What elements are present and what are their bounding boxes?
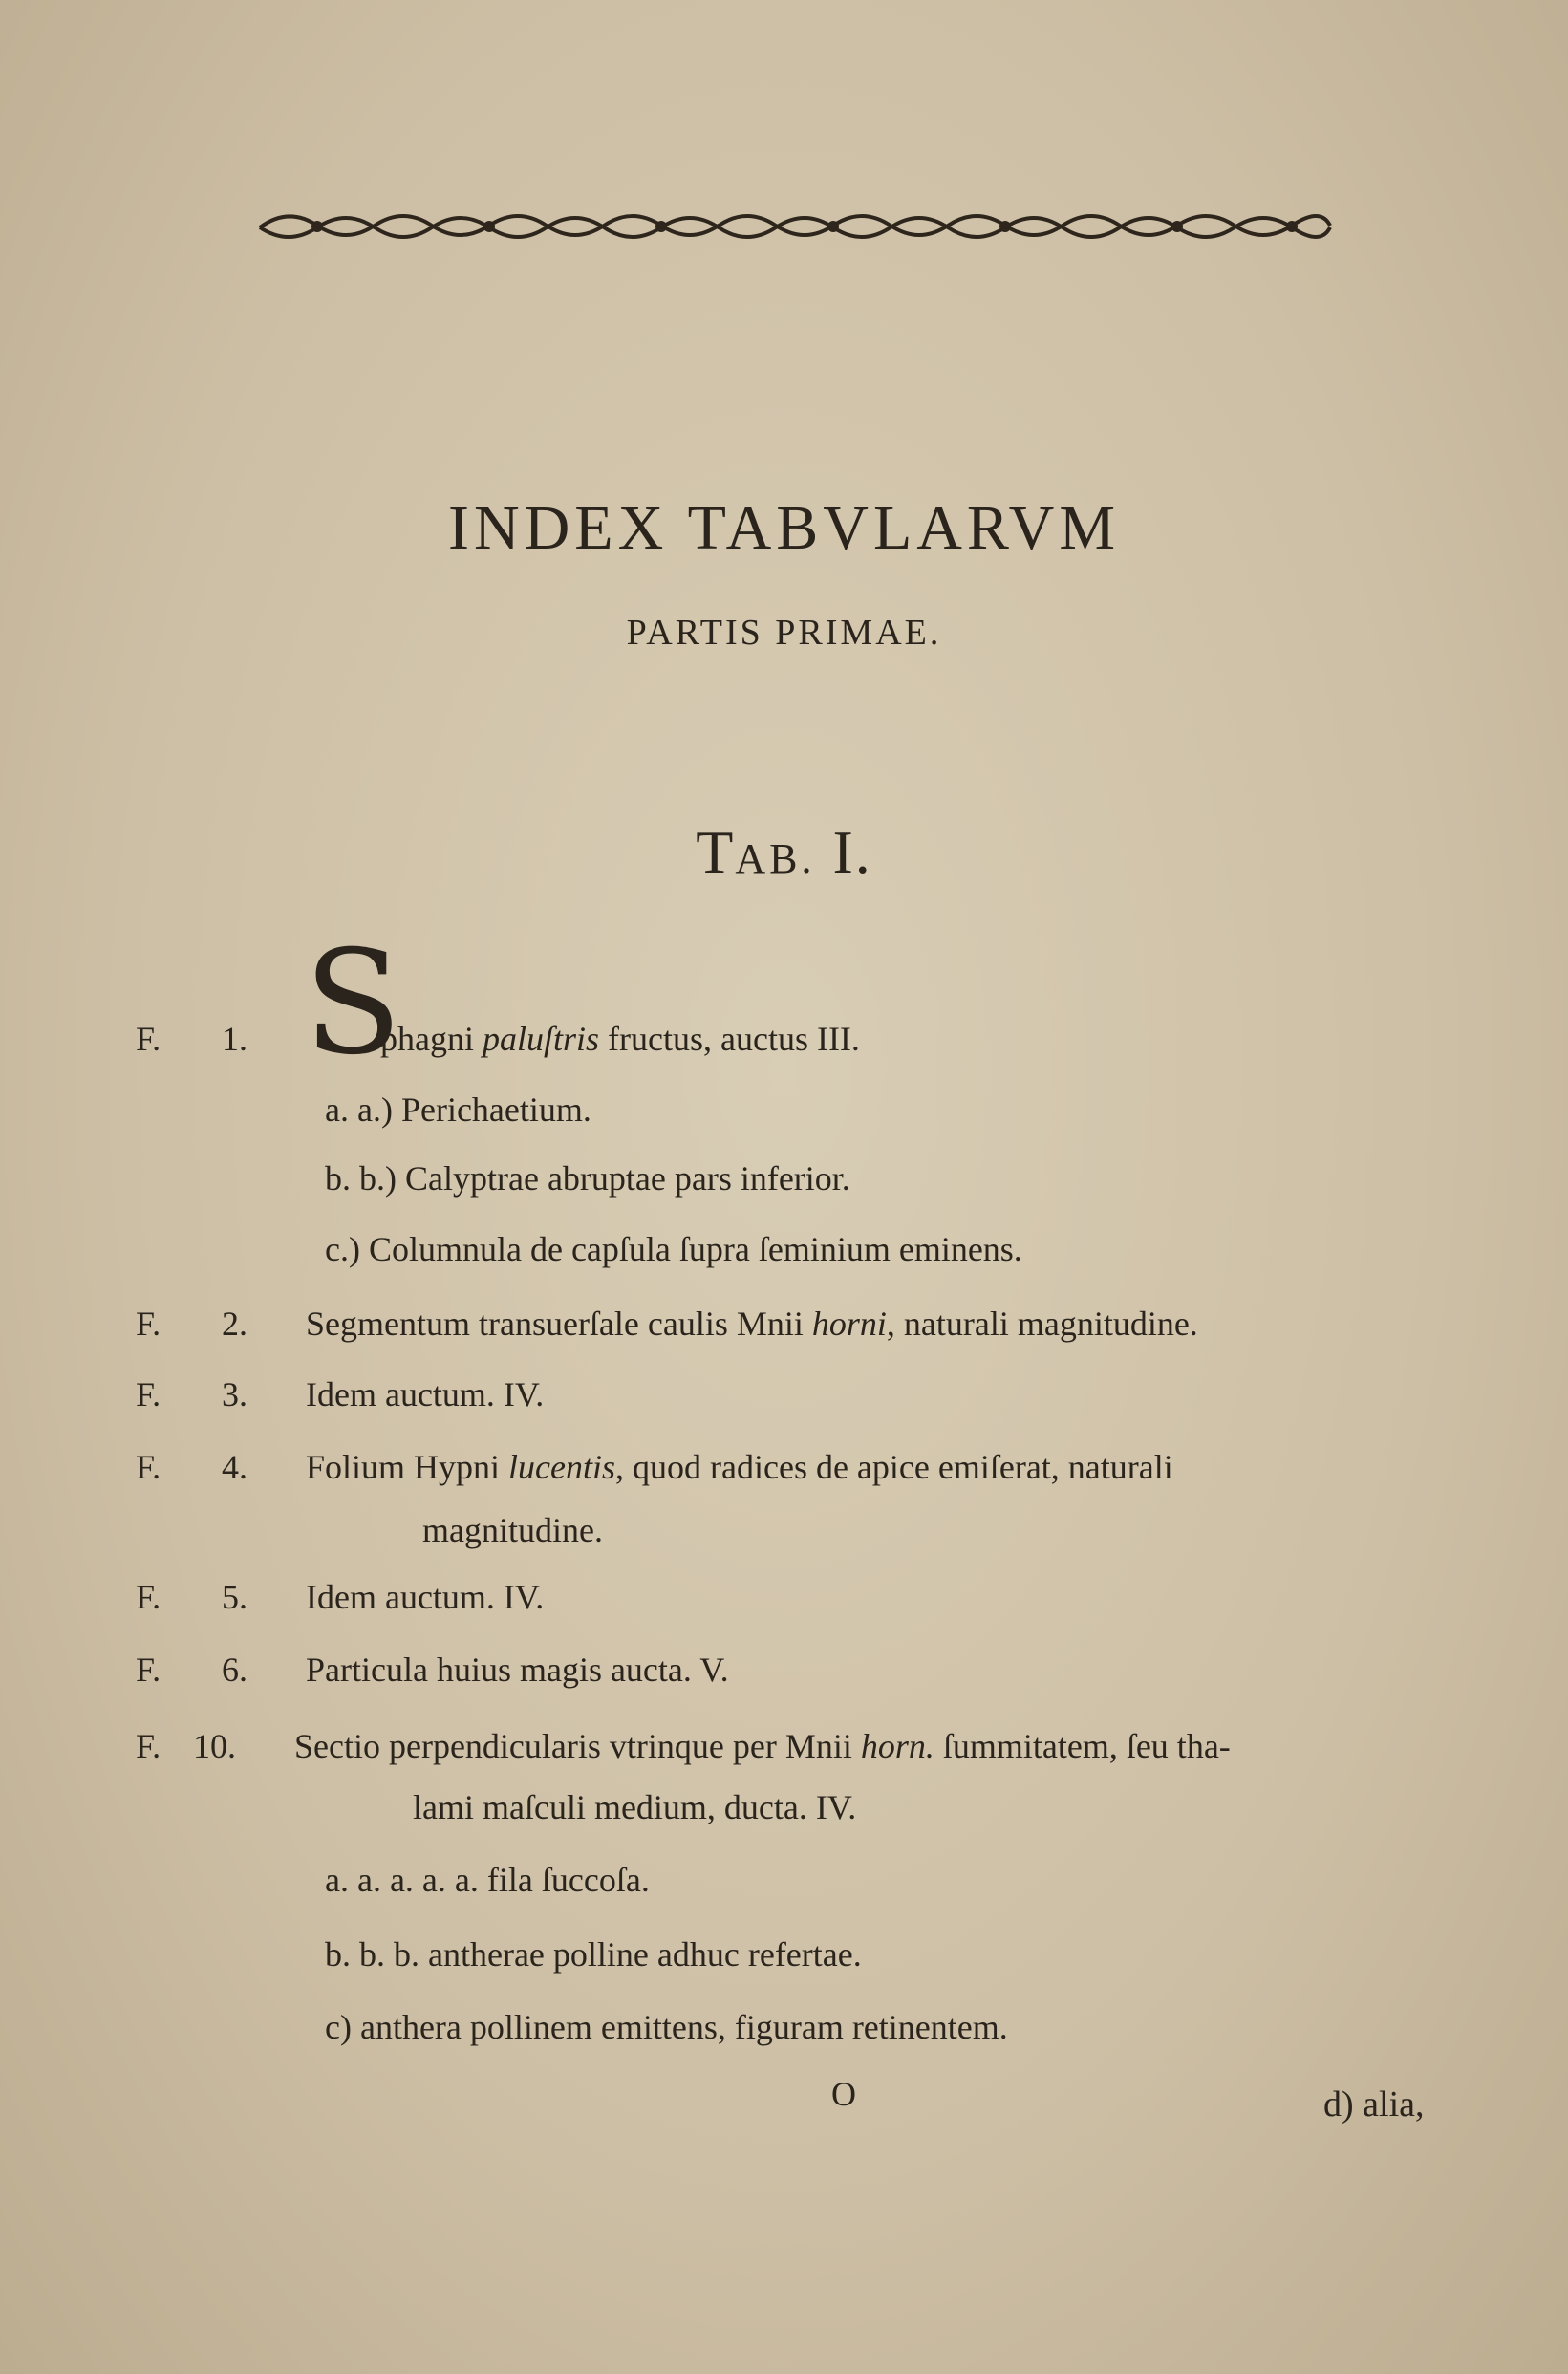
fig-number: 5.: [222, 1578, 247, 1616]
catchword: d) alia,: [1323, 2084, 1425, 2125]
entry-text: Segmentum transuerſale caulis Mnii horni, naturali magnitudine.: [306, 1305, 1198, 1343]
entry-text: Idem auctum. IV.: [306, 1375, 545, 1414]
fig-label: F.: [136, 1020, 161, 1058]
fig-number: 10.: [193, 1727, 236, 1765]
page-subtitle: PARTIS PRIMAE.: [626, 613, 942, 653]
sub-entry: c) anthera pollinem emittens, figuram retinentem.: [325, 2008, 1008, 2046]
fig-label: F.: [136, 1305, 161, 1343]
fig-number: 4.: [222, 1448, 247, 1486]
entry-continuation: magnitudine.: [422, 1511, 603, 1549]
fig-label: F.: [136, 1727, 161, 1765]
fig-number: 6.: [222, 1651, 247, 1689]
drop-cap: S: [304, 920, 402, 1087]
fig-label: F.: [136, 1375, 161, 1414]
entry-text: Folium Hypni lucentis, quod radices de apice emiſerat, naturali: [306, 1448, 1173, 1486]
sub-entry: a. a. a. a. a. fila ſuccoſa.: [325, 1861, 650, 1899]
fig-number: 2.: [222, 1305, 247, 1343]
plate-heading-initial: T: [696, 818, 736, 886]
fig-label: F.: [136, 1448, 161, 1486]
entry-text: phagni paluſtris fructus, auctus III.: [380, 1020, 860, 1058]
sub-entry: b. b.) Calyptrae abruptae pars inferior.: [325, 1159, 850, 1198]
entry-text: Particula huius magis aucta. V.: [306, 1651, 729, 1689]
ornament-border: [250, 197, 1340, 254]
page-title: INDEX TABVLARVM: [447, 493, 1121, 563]
sub-entry: c.) Columnula de capſula ſupra ſeminium eminens.: [325, 1230, 1022, 1268]
fig-label: F.: [136, 1578, 161, 1616]
plate-heading-numeral: I.: [832, 818, 872, 886]
sub-entry: b. b. b. antherae polline adhuc refertae.: [325, 1935, 862, 1974]
fig-number: 3.: [222, 1375, 247, 1414]
entry-continuation: lami maſculi medium, ducta. IV.: [413, 1788, 857, 1826]
signature-mark: O: [831, 2075, 856, 2113]
plate-heading-abbrev: AB.: [735, 835, 816, 882]
sub-entry: a. a.) Perichaetium.: [325, 1090, 591, 1129]
plate-heading: [0, 817, 1568, 888]
fig-label: F.: [136, 1651, 161, 1689]
fig-number: 1.: [222, 1020, 247, 1058]
entry-text: Sectio perpendicularis vtrinque per Mnii horn. ſummitatem, ſeu tha-: [294, 1727, 1231, 1765]
entry-text: Idem auctum. IV.: [306, 1578, 545, 1616]
